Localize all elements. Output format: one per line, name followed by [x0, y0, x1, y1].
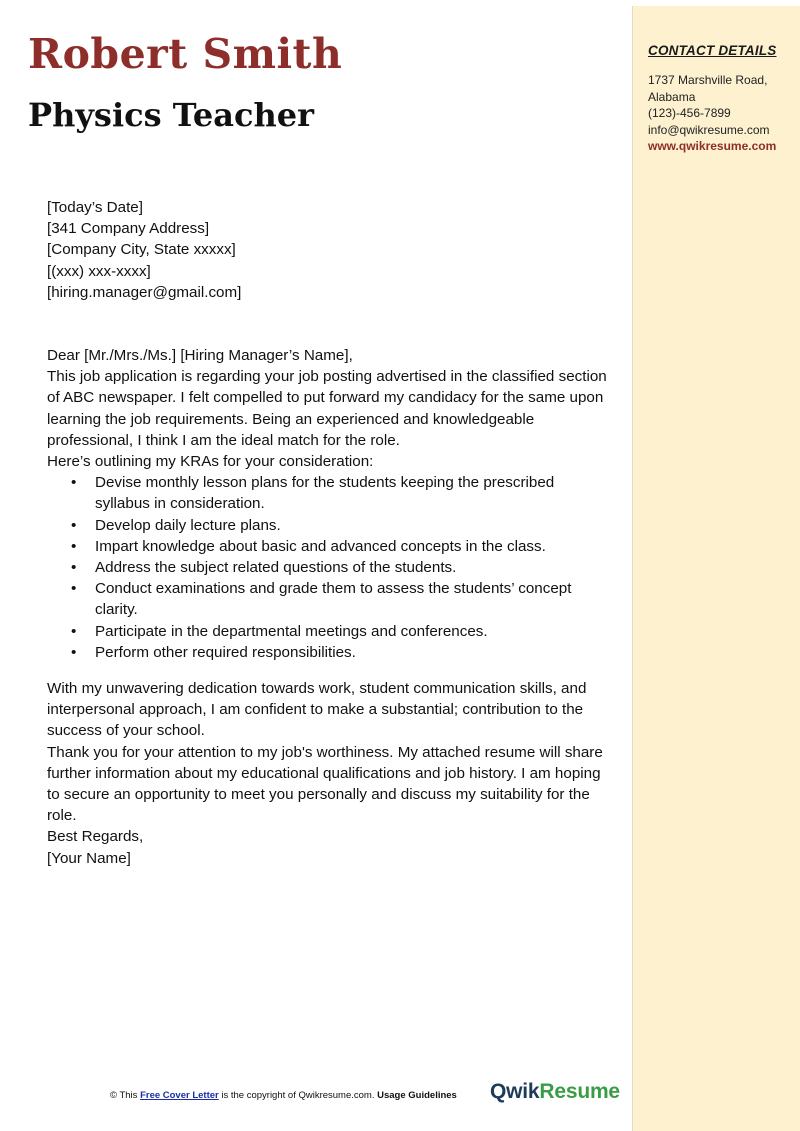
footer-copyright [110, 1090, 457, 1101]
recipient-city-line: [Company City, State xxxxx] [47, 241, 236, 259]
kra-item: • Impart knowledge about basic and advanced concepts in the class. [95, 536, 607, 557]
kra-list [47, 472, 607, 663]
recipient-address [47, 218, 607, 303]
kra-item: • Conduct examinations and grade them to assess the students’ concept clarity. [95, 578, 607, 620]
contact-address-line2: Alabama [648, 89, 696, 104]
intro-paragraph: This job application is regarding your job posting advertised in the classified section of ABC newspaper. I felt compelled to put forward my candidacy for the same upon learning the job requirements. Being an experienced and knowledgeable professional, I think I am the ideal match for the role. [47, 368, 607, 449]
letter-body [47, 197, 607, 869]
recipient-phone-line: [(xxx) xxx-xxxx] [47, 262, 151, 280]
footer-middle-text: is the copyright of Qwikresume.com. [221, 1090, 375, 1101]
contact-email[interactable]: info@qwikresume.com [648, 122, 770, 137]
footer-prefix: This [119, 1090, 138, 1101]
recipient-address-line: [341 Company Address] [47, 220, 210, 238]
thank-you-paragraph: Thank you for your attention to my job's worthiness. My attached resume will share further information about my educational qualifications and job history. I am hoping to secure an opportunity to meet you personally and discuss my suitability for the role. [47, 743, 603, 825]
kra-intro: Here’s outlining my KRAs for your consideration: [47, 453, 374, 471]
kra-item: • Address the subject related questions of the students. [95, 557, 607, 578]
contact-address-line1: 1737 Marshville Road, [648, 73, 768, 87]
dedication-paragraph: With my unwavering dedication towards work, student communication skills, and interpersonal approach, I am confident to make a substantial; contribution to the success of your school. [47, 680, 587, 740]
logo-qwik-text: Qwik [490, 1080, 540, 1103]
candidate-name: Robert Smith [28, 30, 343, 78]
salutation: Dear [Mr./Mrs./Ms.] [Hiring Manager’s Name], [47, 347, 353, 365]
qwikresume-logo[interactable] [490, 1080, 620, 1104]
contact-lines [648, 72, 776, 155]
kra-item: • Devise monthly lesson plans for the students keeping the prescribed syllabus in consideration. [95, 472, 607, 514]
kra-item: • Perform other required responsibilities. [95, 642, 607, 663]
kra-item: • Participate in the departmental meetings and conferences. [95, 621, 607, 642]
contact-details-heading: CONTACT DETAILS [648, 43, 777, 58]
copyright-icon: © [110, 1090, 117, 1101]
kra-item: • Develop daily lecture plans. [95, 515, 607, 536]
contact-website[interactable]: www.qwikresume.com [648, 139, 777, 153]
closing: Best Regards, [47, 828, 144, 846]
usage-guidelines-link[interactable]: Usage Guidelines [377, 1090, 457, 1101]
free-cover-letter-link[interactable]: Free Cover Letter [140, 1090, 219, 1101]
contact-sidebar [632, 6, 800, 1131]
letter-date: [Today’s Date] [47, 199, 143, 216]
signature: [Your Name] [47, 849, 131, 867]
job-title: Physics Teacher [28, 96, 314, 134]
recipient-email-line: [hiring.manager@gmail.com] [47, 283, 242, 301]
contact-phone: (123)-456-7899 [648, 106, 731, 120]
logo-resume-text: Resume [539, 1080, 620, 1103]
